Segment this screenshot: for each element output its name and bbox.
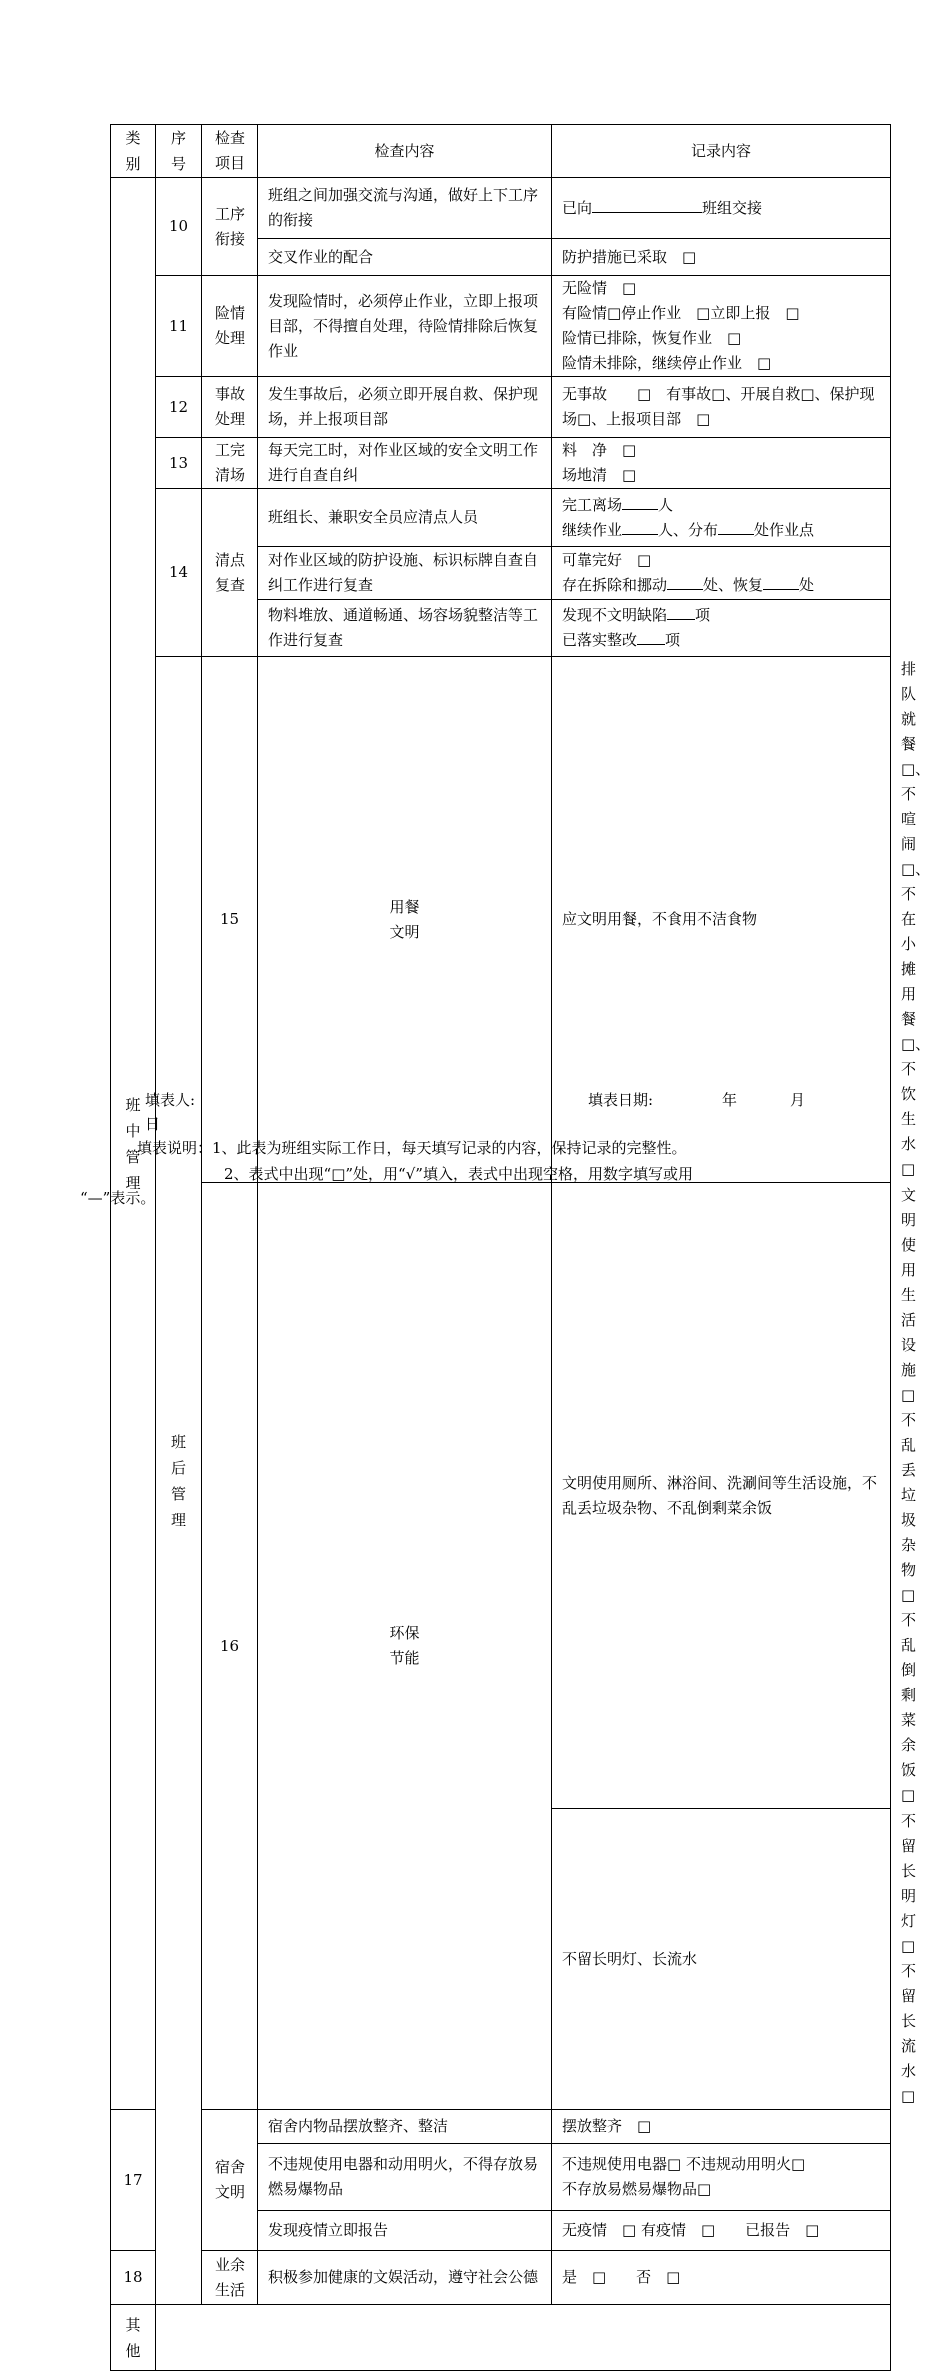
item-cell: 事故处理 <box>202 377 258 438</box>
table-header-row <box>111 125 891 178</box>
other-notes-field[interactable] <box>156 2305 891 2371</box>
date-label: 填表日期: <box>588 1091 654 1109</box>
table-row <box>111 178 891 239</box>
category-during-shift: 班中管理 <box>111 178 156 2110</box>
content-cell: 班组之间加强交流与沟通，做好上下工序的衔接 <box>258 178 552 239</box>
record-cell[interactable]: 完工离场 人 继续作业 人、分布 处作业点 <box>552 489 891 547</box>
content-cell: 班组长、兼职安全员应清点人员 <box>258 489 552 547</box>
header-seq: 序号 <box>156 125 202 178</box>
item-cell: 清点复查 <box>202 489 258 657</box>
record-cell[interactable]: 无事故 □ 有事故□、开展自救□、保护现场□、上报项目部 □ <box>552 377 891 438</box>
instruction-note-2-cont: “—”表示。 <box>80 1189 156 1207</box>
content-cell: 物料堆放、通道畅通、场容场貌整洁等工作进行复查 <box>258 600 552 657</box>
table-row <box>111 2251 891 2305</box>
seq-cell: 12 <box>156 377 202 438</box>
record-cell[interactable]: 无疫情 □ 有疫情 □ 已报告 □ <box>552 2211 891 2251</box>
table-row <box>111 377 891 438</box>
table-row <box>111 438 891 489</box>
filler-label: 填表人: <box>145 1091 196 1109</box>
table-row <box>111 276 891 377</box>
table-row: 不留长明灯、长流水 不留长明灯 □ 不留长流水 □ <box>111 1809 891 2110</box>
item-cell: 工序衔接 <box>202 178 258 276</box>
seq-cell: 11 <box>156 276 202 377</box>
content-cell: 文明使用厕所、淋浴间、洗涮间等生活设施，不乱丢垃圾杂物、不乱倒剩菜余饭 <box>552 1183 891 1809</box>
item-cell: 环保节能 <box>258 1183 552 2110</box>
record-cell[interactable]: 已向 班组交接 <box>552 178 891 239</box>
seq-cell: 13 <box>156 438 202 489</box>
item-cell: 业余生活 <box>202 2251 258 2305</box>
record-cell[interactable]: 发现不文明缺陷 项 已落实整改 项 <box>552 600 891 657</box>
item-cell: 工完清场 <box>202 438 258 489</box>
content-cell: 发生事故后，必须立即开展自救、保护现场，并上报项目部 <box>258 377 552 438</box>
item-cell: 险情处理 <box>202 276 258 377</box>
category-other: 其他 <box>111 2305 156 2371</box>
record-cell[interactable]: 无险情 □ 有险情□停止作业 □立即上报 □ 险情已排除，恢复作业 □ 险情未排除，继续停止作业 □ <box>552 276 891 377</box>
instruction-note-2: 2、表式中出现“□”处，用“√”填入，表式中出现空格，用数字填写或用 <box>224 1165 693 1183</box>
content-cell: 发现疫情立即报告 <box>258 2211 552 2251</box>
record-cell[interactable]: 是 □ 否 □ <box>552 2251 891 2305</box>
content-cell: 对作业区域的防护设施、标识标牌自查自纠工作进行复查 <box>258 547 552 600</box>
header-record: 记录内容 <box>552 125 891 178</box>
table-row: 班后管理 15 用餐文明 应文明用餐，不食用不洁食物 排队就餐 □、不喧闹 □、不在小摊用餐□、不饮生水 □ <box>111 657 891 1183</box>
header-content: 检查内容 <box>258 125 552 178</box>
seq-cell: 17 <box>111 2110 156 2251</box>
table-row: 16 环保节能 文明使用厕所、淋浴间、洗涮间等生活设施，不乱丢垃圾杂物、不乱倒剩菜余饭 文明使用生活设施 □ 不乱丢垃圾杂物 □ 不乱倒剩菜余饭 □ <box>111 1183 891 1809</box>
record-cell[interactable]: 料 净 □ 场地清 □ <box>552 438 891 489</box>
table-row <box>111 2110 891 2144</box>
content-cell: 不违规使用电器和动用明火，不得存放易燃易爆物品 <box>258 2144 552 2211</box>
seq-cell: 15 <box>202 657 258 1183</box>
header-category: 类别 <box>111 125 156 178</box>
item-cell: 用餐文明 <box>258 657 552 1183</box>
instruction-note-1: 填表说明：1、此表为班组实际工作日，每天填写记录的内容，保持记录的完整性。 <box>137 1139 687 1157</box>
content-cell: 应文明用餐，不食用不洁食物 <box>552 657 891 1183</box>
header-item: 检查项目 <box>202 125 258 178</box>
content-cell: 宿舍内物品摆放整齐、整洁 <box>258 2110 552 2144</box>
item-cell: 宿舍文明 <box>202 2110 258 2251</box>
content-cell: 交叉作业的配合 <box>258 239 552 276</box>
table-row <box>111 489 891 547</box>
date-day: 日 <box>145 1115 161 1133</box>
seq-cell: 10 <box>156 178 202 276</box>
record-cell[interactable]: 可靠完好 □ 存在拆除和挪动 处、恢复 处 <box>552 547 891 600</box>
content-cell: 发现险情时，必须停止作业，立即上报项目部，不得擅自处理，待险情排除后恢复作业 <box>258 276 552 377</box>
content-cell: 每天完工时，对作业区域的安全文明工作进行自查自纠 <box>258 438 552 489</box>
seq-cell: 18 <box>111 2251 156 2305</box>
record-cell[interactable]: 防护措施已采取 □ <box>552 239 891 276</box>
content-cell: 不留长明灯、长流水 <box>552 1809 891 2110</box>
category-after-shift: 班后管理 <box>156 657 202 2305</box>
table-row-other <box>111 2305 891 2371</box>
inspection-form-table <box>110 124 947 2371</box>
content-cell: 积极参加健康的文娱活动，遵守社会公德 <box>258 2251 552 2305</box>
date-month: 月 <box>790 1091 806 1109</box>
record-cell[interactable]: 摆放整齐 □ <box>552 2110 891 2144</box>
date-year: 年 <box>722 1091 738 1109</box>
seq-cell: 16 <box>202 1183 258 2110</box>
record-cell[interactable]: 不违规使用电器□ 不违规动用明火□ 不存放易燃易爆物品□ <box>552 2144 891 2211</box>
seq-cell: 14 <box>156 489 202 657</box>
